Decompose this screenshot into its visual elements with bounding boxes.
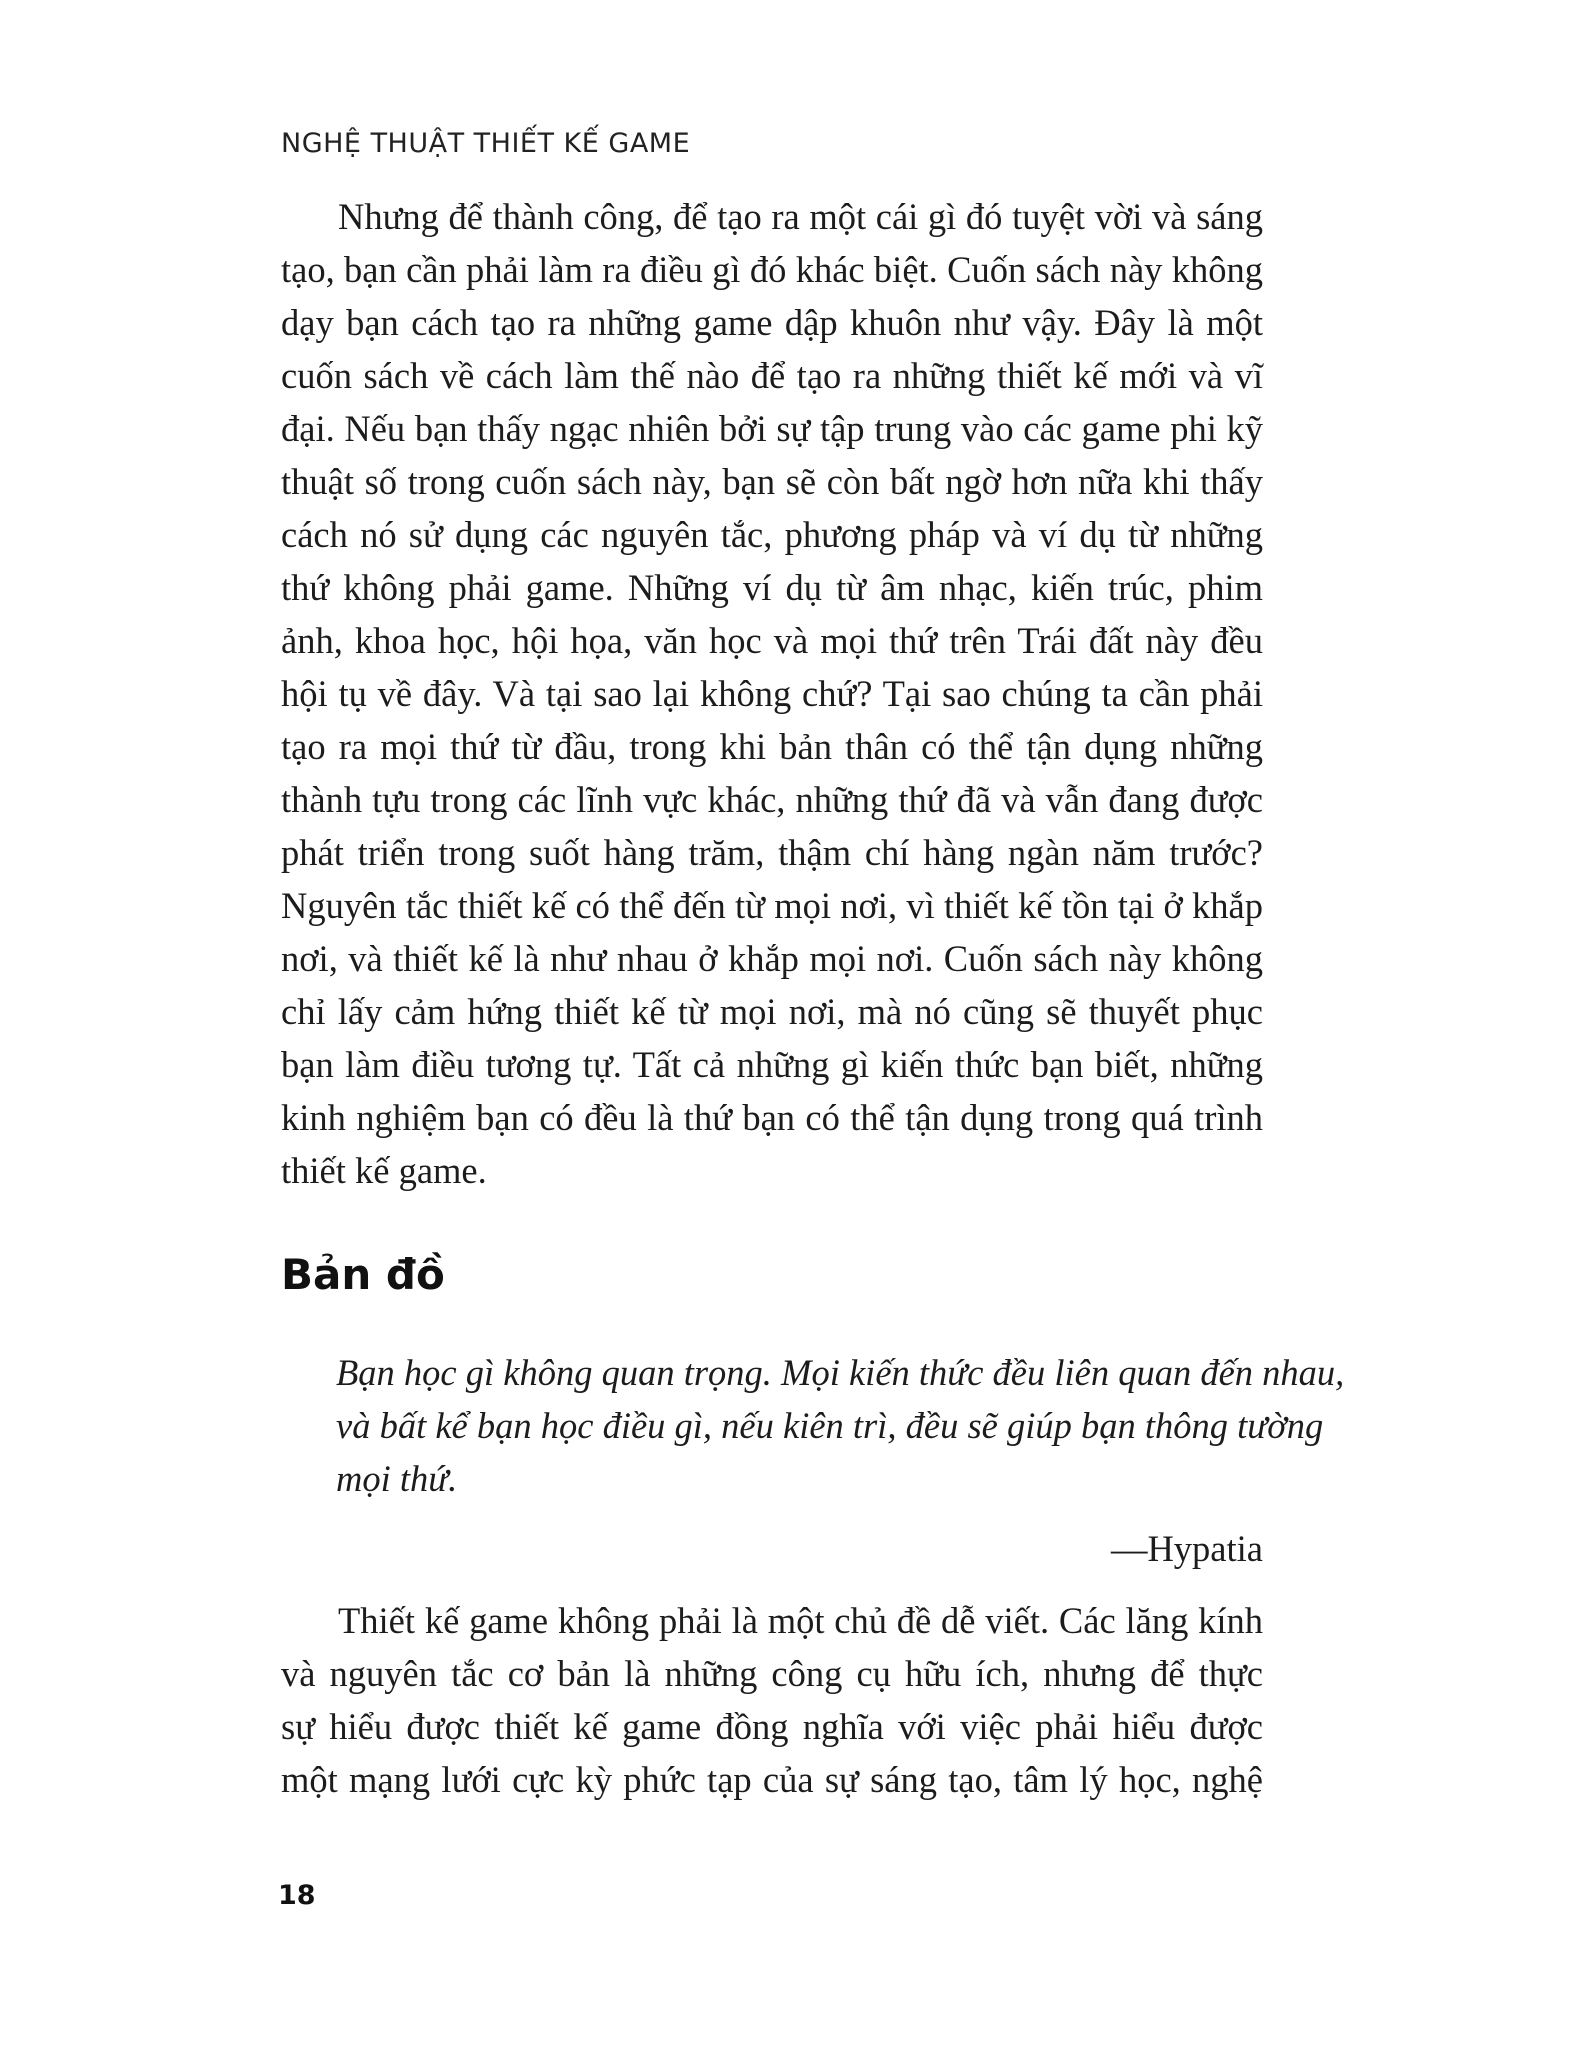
quote-line: và bất kể bạn học điều gì, nếu kiên trì, đều sẽ giúp bạn thông tường xyxy=(336,1405,1324,1446)
text-line: đại. Nếu bạn thấy ngạc nhiên bởi sự tập trung vào các game phi kỹ xyxy=(281,408,1263,449)
text-line: thành tựu trong các lĩnh vực khác, những thứ đã và vẫn đang được xyxy=(281,779,1263,820)
paragraph-2 xyxy=(281,1594,1263,1806)
text-line: tạo ra mọi thứ từ đầu, trong khi bản thân có thể tận dụng những xyxy=(281,726,1263,767)
text-line: sự hiểu được thiết kế game đồng nghĩa với việc phải hiểu được xyxy=(281,1706,1263,1747)
text-line: Nguyên tắc thiết kế có thể đến từ mọi nơi, vì thiết kế tồn tại ở khắp xyxy=(281,885,1263,926)
text-line: một mạng lưới cực kỳ phức tạp của sự sáng tạo, tâm lý học, nghệ xyxy=(281,1759,1263,1800)
epigraph-quote xyxy=(336,1346,1345,1505)
quote-line: Bạn học gì không quan trọng. Mọi kiến thức đều liên quan đến nhau, xyxy=(336,1352,1345,1393)
text-line: thuật số trong cuốn sách này, bạn sẽ còn bất ngờ hơn nữa khi thấy xyxy=(281,461,1263,502)
running-header: NGHỆ THUẬT THIẾT KẾ GAME xyxy=(281,128,691,159)
text-line: nơi, và thiết kế là như nhau ở khắp mọi nơi. Cuốn sách này không xyxy=(281,938,1263,979)
text-line: thiết kế game. xyxy=(281,1150,487,1191)
text-line: ảnh, khoa học, hội họa, văn học và mọi thứ trên Trái đất này đều xyxy=(281,620,1263,661)
page-number: 18 xyxy=(278,1880,316,1911)
quote-line: mọi thứ. xyxy=(336,1458,458,1499)
text-line: dạy bạn cách tạo ra những game dập khuôn như vậy. Đây là một xyxy=(281,302,1263,343)
text-line: chỉ lấy cảm hứng thiết kế từ mọi nơi, mà nó cũng sẽ thuyết phục xyxy=(281,991,1263,1032)
text-line: thứ không phải game. Những ví dụ từ âm nhạc, kiến trúc, phim xyxy=(281,567,1263,608)
text-line: cách nó sử dụng các nguyên tắc, phương pháp và ví dụ từ những xyxy=(281,514,1263,555)
epigraph-attribution: —Hypatia xyxy=(1110,1528,1263,1569)
text-line: và nguyên tắc cơ bản là những công cụ hữu ích, nhưng để thực xyxy=(281,1653,1263,1694)
text-line: phát triển trong suốt hàng trăm, thậm chí hàng ngàn năm trước? xyxy=(281,832,1263,873)
text-line: Thiết kế game không phải là một chủ đề dễ viết. Các lăng kính xyxy=(338,1600,1263,1641)
section-heading: Bản đồ xyxy=(281,1250,445,1299)
text-line: Nhưng để thành công, để tạo ra một cái gì đó tuyệt vời và sáng xyxy=(338,196,1263,237)
text-line: bạn làm điều tương tự. Tất cả những gì kiến thức bạn biết, những xyxy=(281,1044,1263,1085)
text-line: hội tụ về đây. Và tại sao lại không chứ? Tại sao chúng ta cần phải xyxy=(281,673,1263,714)
paragraph-1 xyxy=(281,190,1263,1197)
text-line: kinh nghiệm bạn có đều là thứ bạn có thể tận dụng trong quá trình xyxy=(281,1097,1263,1138)
text-line: tạo, bạn cần phải làm ra điều gì đó khác biệt. Cuốn sách này không xyxy=(281,249,1263,290)
text-line: cuốn sách về cách làm thế nào để tạo ra những thiết kế mới và vĩ xyxy=(281,355,1263,396)
